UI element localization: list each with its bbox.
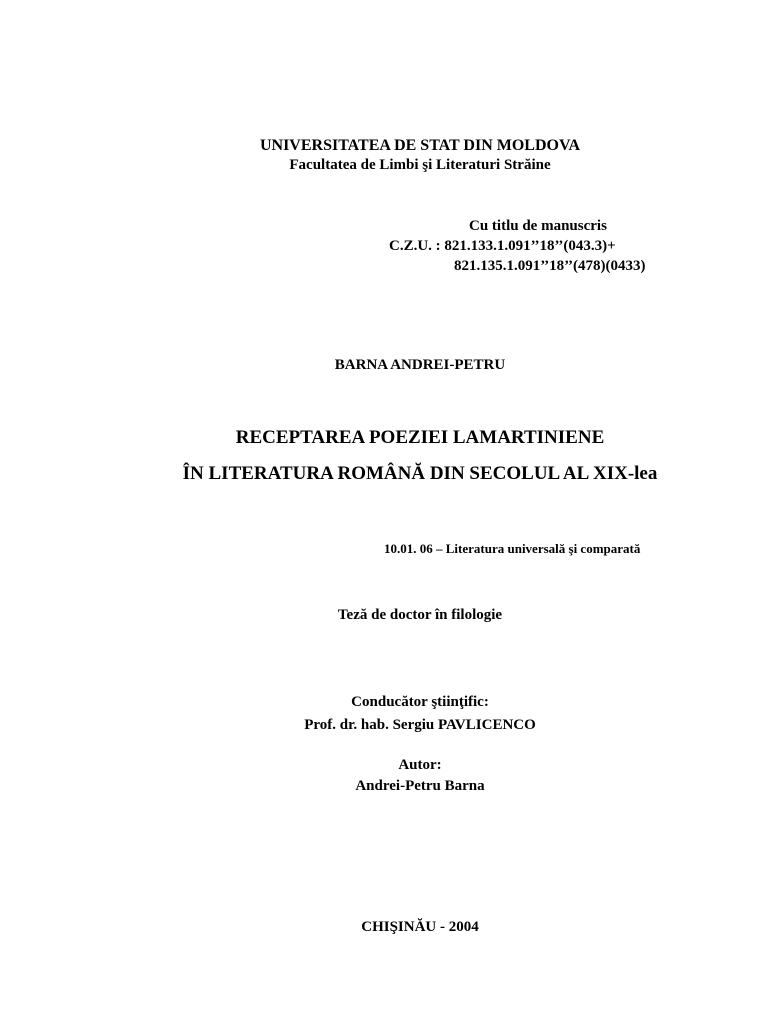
city-year: CHIŞINĂU - 2004 [361,919,479,935]
thesis-type: Teză de doctor în filologie [337,607,503,623]
faculty-name: Facultatea de Limbi şi Literaturi Străine [289,157,551,173]
university-name: UNIVERSITATEA DE STAT DIN MOLDOVA [259,137,581,154]
czu-line-2: 821.135.1.091’’18’’(478)(0433) [454,258,646,274]
czu-line-1: C.Z.U. : 821.133.1.091’’18’’(043.3)+ [389,238,616,254]
thesis-title-line-1: RECEPTAREA POEZIEI LAMARTINIENE [235,427,605,448]
specialty-code: 10.01. 06 – Literatura universală şi comparată [384,541,641,556]
thesis-title-line-2: ÎN LITERATURA ROMÂNĂ DIN SECOLUL AL XIX-lea [182,463,658,484]
author-full-name: Andrei-Petru Barna [355,778,485,794]
author-name-header: BARNA ANDREI-PETRU [334,357,506,373]
author-label: Autor: [398,757,442,773]
supervisor-name: Prof. dr. hab. Sergiu PAVLICENCO [304,717,536,733]
supervisor-label: Conducător ştiinţific: [351,694,489,710]
manuscript-label: Cu titlu de manuscris [469,218,607,234]
